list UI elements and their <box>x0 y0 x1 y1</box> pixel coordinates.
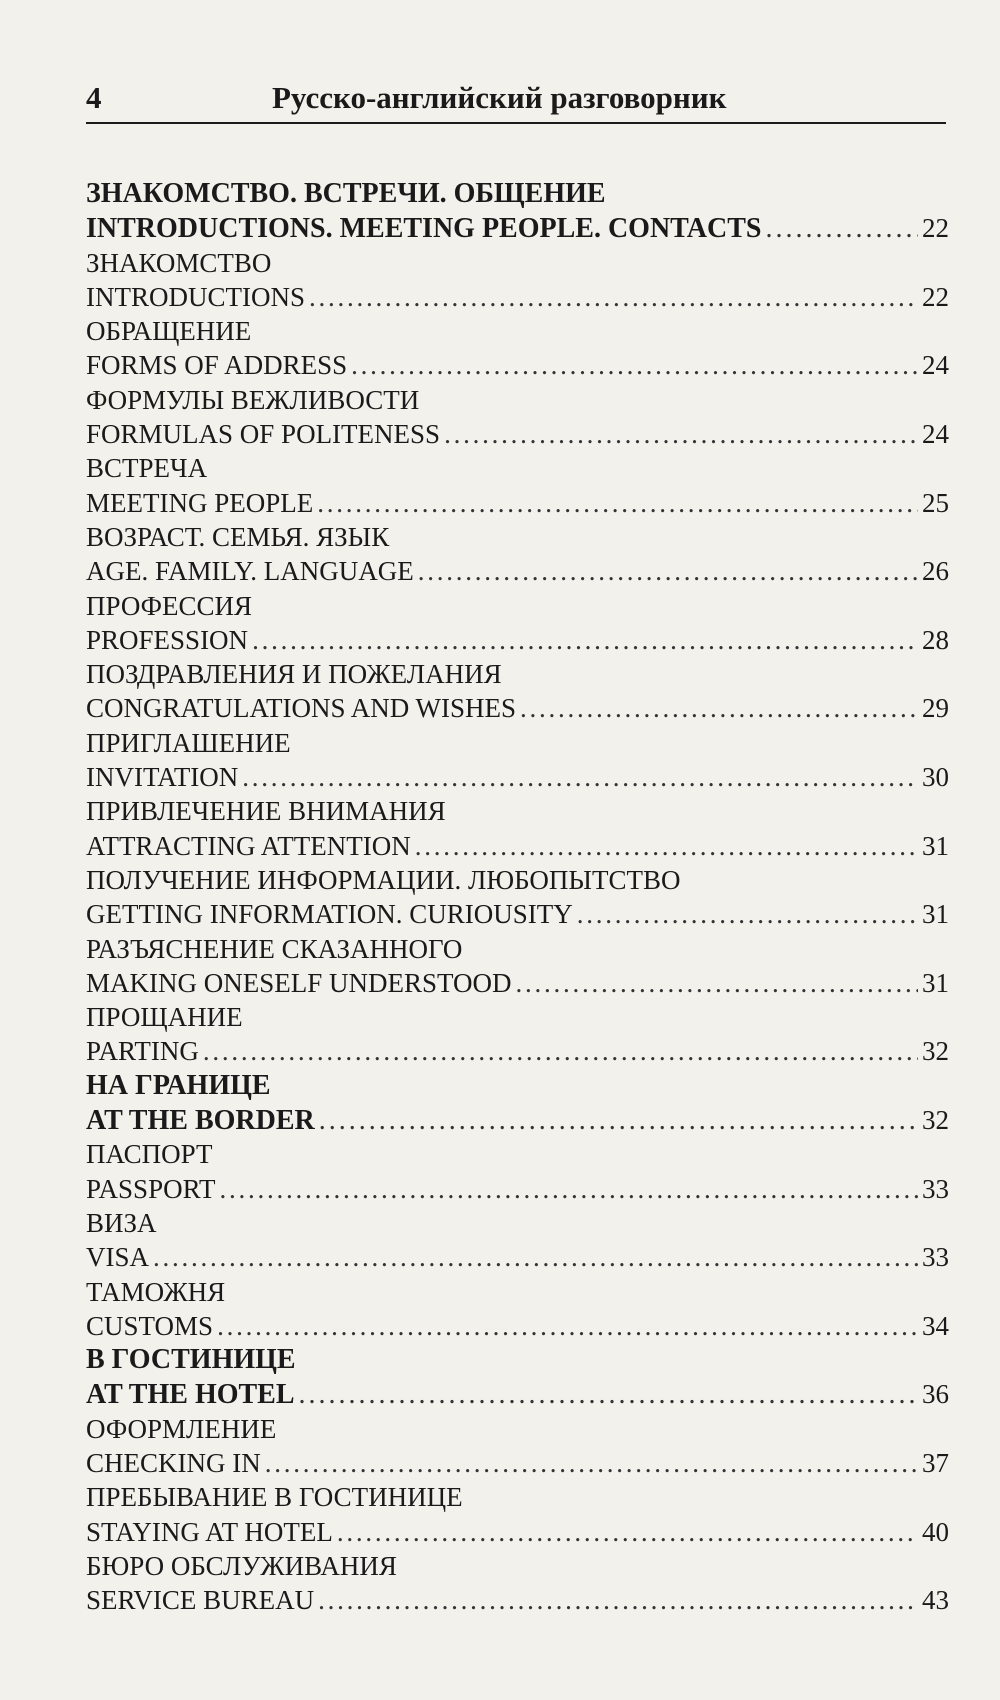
toc-entry[interactable] <box>86 966 949 1000</box>
toc-page-number: 32 <box>922 1036 949 1067</box>
toc-title-en: VISA <box>86 1242 150 1273</box>
toc-section <box>86 1137 949 1206</box>
toc-title-ru: НА ГРАНИЦЕ <box>86 1069 271 1101</box>
toc-title-ru: ПОЛУЧЕНИЕ ИНФОРМАЦИИ. ЛЮБОПЫТСТВО <box>86 864 681 895</box>
toc-page-number: 28 <box>922 624 949 655</box>
toc-page-number: 31 <box>922 967 949 998</box>
toc-section <box>86 589 949 658</box>
toc-page-number: 33 <box>922 1173 949 1204</box>
running-header <box>86 72 946 124</box>
toc-entry[interactable] <box>86 486 949 520</box>
toc-title-en: PASSPORT <box>86 1173 216 1204</box>
toc-page-number: 32 <box>922 1105 949 1136</box>
toc-title-ru: ПРЕБЫВАНИЕ В ГОСТИНИЦЕ <box>86 1482 463 1513</box>
dot-leader <box>153 1240 918 1274</box>
dot-leader <box>252 623 918 657</box>
toc-section <box>86 932 949 1001</box>
toc-title-ru: ПРОЩАНИЕ <box>86 1002 243 1033</box>
toc-section <box>86 1206 949 1275</box>
toc-title-en: PARTING <box>86 1036 199 1067</box>
toc-title-ru: ПАСПОРТ <box>86 1139 213 1170</box>
toc-title-ru: ВОЗРАСТ. СЕМЬЯ. ЯЗЫК <box>86 521 390 552</box>
toc-page-number: 37 <box>922 1447 949 1478</box>
toc-title-ru: ВСТРЕЧА <box>86 453 208 484</box>
toc-title-en: INTRODUCTIONS. MEETING PEOPLE. CONTACTS <box>86 213 762 245</box>
toc-section <box>86 246 949 315</box>
toc-page-number: 29 <box>922 693 949 724</box>
toc-entry[interactable] <box>86 1446 949 1480</box>
toc-title-ru: ПОЗДРАВЛЕНИЯ И ПОЖЕЛАНИЯ <box>86 659 502 690</box>
toc-entry[interactable] <box>86 691 949 725</box>
toc-section <box>86 863 949 932</box>
toc-entry[interactable] <box>86 554 949 588</box>
dot-leader <box>415 829 918 863</box>
toc-title-en: MEETING PEOPLE <box>86 487 314 518</box>
toc-title-en: FORMULAS OF POLITENESS <box>86 419 441 450</box>
toc-title-en: CHECKING IN <box>86 1447 261 1478</box>
toc-title-en: GETTING INFORMATION. CURIOUSITY <box>86 899 573 930</box>
dot-leader <box>351 348 918 382</box>
dot-leader <box>520 691 918 725</box>
dot-leader <box>219 1172 918 1206</box>
toc-title-ru: ВИЗА <box>86 1207 157 1238</box>
toc-section <box>86 177 949 246</box>
toc-title-en: INVITATION <box>86 762 239 793</box>
dot-leader <box>203 1034 918 1068</box>
toc-title-en: STAYING AT HOTEL <box>86 1516 333 1547</box>
page-title: Русско-английский разговорник <box>272 80 727 115</box>
toc-title-en: MAKING ONESELF UNDERSTOOD <box>86 967 512 998</box>
toc-page-number: 26 <box>922 556 949 587</box>
dot-leader <box>242 760 918 794</box>
toc-title-ru: РАЗЪЯСНЕНИЕ СКАЗАННОГО <box>86 933 463 964</box>
dot-leader <box>577 897 918 931</box>
dot-leader <box>317 486 918 520</box>
toc-title-ru: В ГОСТИНИЦЕ <box>86 1344 296 1376</box>
toc-page-number: 31 <box>922 830 949 861</box>
toc-title-en: INTRODUCTIONS <box>86 281 305 312</box>
toc-entry[interactable] <box>86 1103 949 1137</box>
dot-leader <box>318 1583 918 1617</box>
toc-entry[interactable] <box>86 1034 949 1068</box>
toc-section <box>86 1000 949 1069</box>
toc-title-en: FORMS OF ADDRESS <box>86 350 348 381</box>
toc-section <box>86 1412 949 1481</box>
table-of-contents <box>86 177 949 1617</box>
toc-entry[interactable] <box>86 211 949 245</box>
toc-title-en: AGE. FAMILY. LANGUAGE <box>86 556 414 587</box>
toc-section <box>86 314 949 383</box>
dot-leader <box>319 1104 918 1137</box>
toc-entry[interactable] <box>86 897 949 931</box>
toc-page-number: 43 <box>922 1585 949 1616</box>
toc-title-en: AT THE HOTEL <box>86 1379 295 1411</box>
toc-entry[interactable] <box>86 1172 949 1206</box>
toc-title-ru: ТАМОЖНЯ <box>86 1276 226 1307</box>
toc-entry[interactable] <box>86 417 949 451</box>
dot-leader <box>765 212 918 245</box>
toc-title-ru: ПРИГЛАШЕНИЕ <box>86 727 291 758</box>
toc-section <box>86 451 949 520</box>
toc-page-number: 25 <box>922 487 949 518</box>
page-number: 4 <box>86 80 102 115</box>
toc-section <box>86 1343 949 1412</box>
toc-page-number: 30 <box>922 762 949 793</box>
toc-title-ru: ОФОРМЛЕНИЕ <box>86 1413 277 1444</box>
toc-page-number: 36 <box>922 1379 949 1410</box>
toc-entry[interactable] <box>86 829 949 863</box>
toc-section <box>86 794 949 863</box>
dot-leader <box>217 1309 918 1343</box>
toc-title-ru: ЗНАКОМСТВО <box>86 247 272 278</box>
toc-section <box>86 383 949 452</box>
toc-entry[interactable] <box>86 280 949 314</box>
toc-section <box>86 657 949 726</box>
toc-section <box>86 1549 949 1618</box>
toc-page-number: 22 <box>922 281 949 312</box>
toc-entry[interactable] <box>86 760 949 794</box>
toc-title-en: AT THE BORDER <box>86 1105 315 1137</box>
toc-entry[interactable] <box>86 1515 949 1549</box>
dot-leader <box>516 966 918 1000</box>
toc-title-ru: БЮРО ОБСЛУЖИВАНИЯ <box>86 1550 397 1581</box>
toc-page-number: 24 <box>922 419 949 450</box>
toc-title-ru: ПРИВЛЕЧЕНИЕ ВНИМАНИЯ <box>86 796 446 827</box>
toc-page-number: 33 <box>922 1242 949 1273</box>
toc-title-en: ATTRACTING ATTENTION <box>86 830 411 861</box>
toc-section <box>86 1275 949 1344</box>
toc-entry[interactable] <box>86 1583 949 1617</box>
dot-leader <box>418 554 918 588</box>
toc-title-en: PROFESSION <box>86 624 249 655</box>
dot-leader <box>265 1446 918 1480</box>
toc-title-ru: ЗНАКОМСТВО. ВСТРЕЧИ. ОБЩЕНИЕ <box>86 178 606 209</box>
toc-page-number: 31 <box>922 899 949 930</box>
toc-section <box>86 1069 949 1138</box>
toc-title-ru: ПРОФЕССИЯ <box>86 590 253 621</box>
toc-title-en: CUSTOMS <box>86 1310 214 1341</box>
toc-page-number: 24 <box>922 350 949 381</box>
toc-title-en: CONGRATULATIONS AND WISHES <box>86 693 517 724</box>
toc-section <box>86 520 949 589</box>
toc-title-ru: ФОРМУЛЫ ВЕЖЛИВОСТИ <box>86 384 420 415</box>
dot-leader <box>309 280 918 314</box>
toc-title-en: SERVICE BUREAU <box>86 1585 315 1616</box>
toc-section <box>86 1480 949 1549</box>
dot-leader <box>337 1515 918 1549</box>
toc-entry[interactable] <box>86 1377 949 1411</box>
toc-entry[interactable] <box>86 1240 949 1274</box>
toc-entry[interactable] <box>86 348 949 382</box>
toc-page-number: 34 <box>922 1310 949 1341</box>
toc-entry[interactable] <box>86 623 949 657</box>
toc-section <box>86 726 949 795</box>
dot-leader <box>299 1378 918 1411</box>
toc-entry[interactable] <box>86 1309 949 1343</box>
toc-page-number: 22 <box>922 213 949 244</box>
dot-leader <box>444 417 918 451</box>
toc-page-number: 40 <box>922 1516 949 1547</box>
toc-title-ru: ОБРАЩЕНИЕ <box>86 316 252 347</box>
